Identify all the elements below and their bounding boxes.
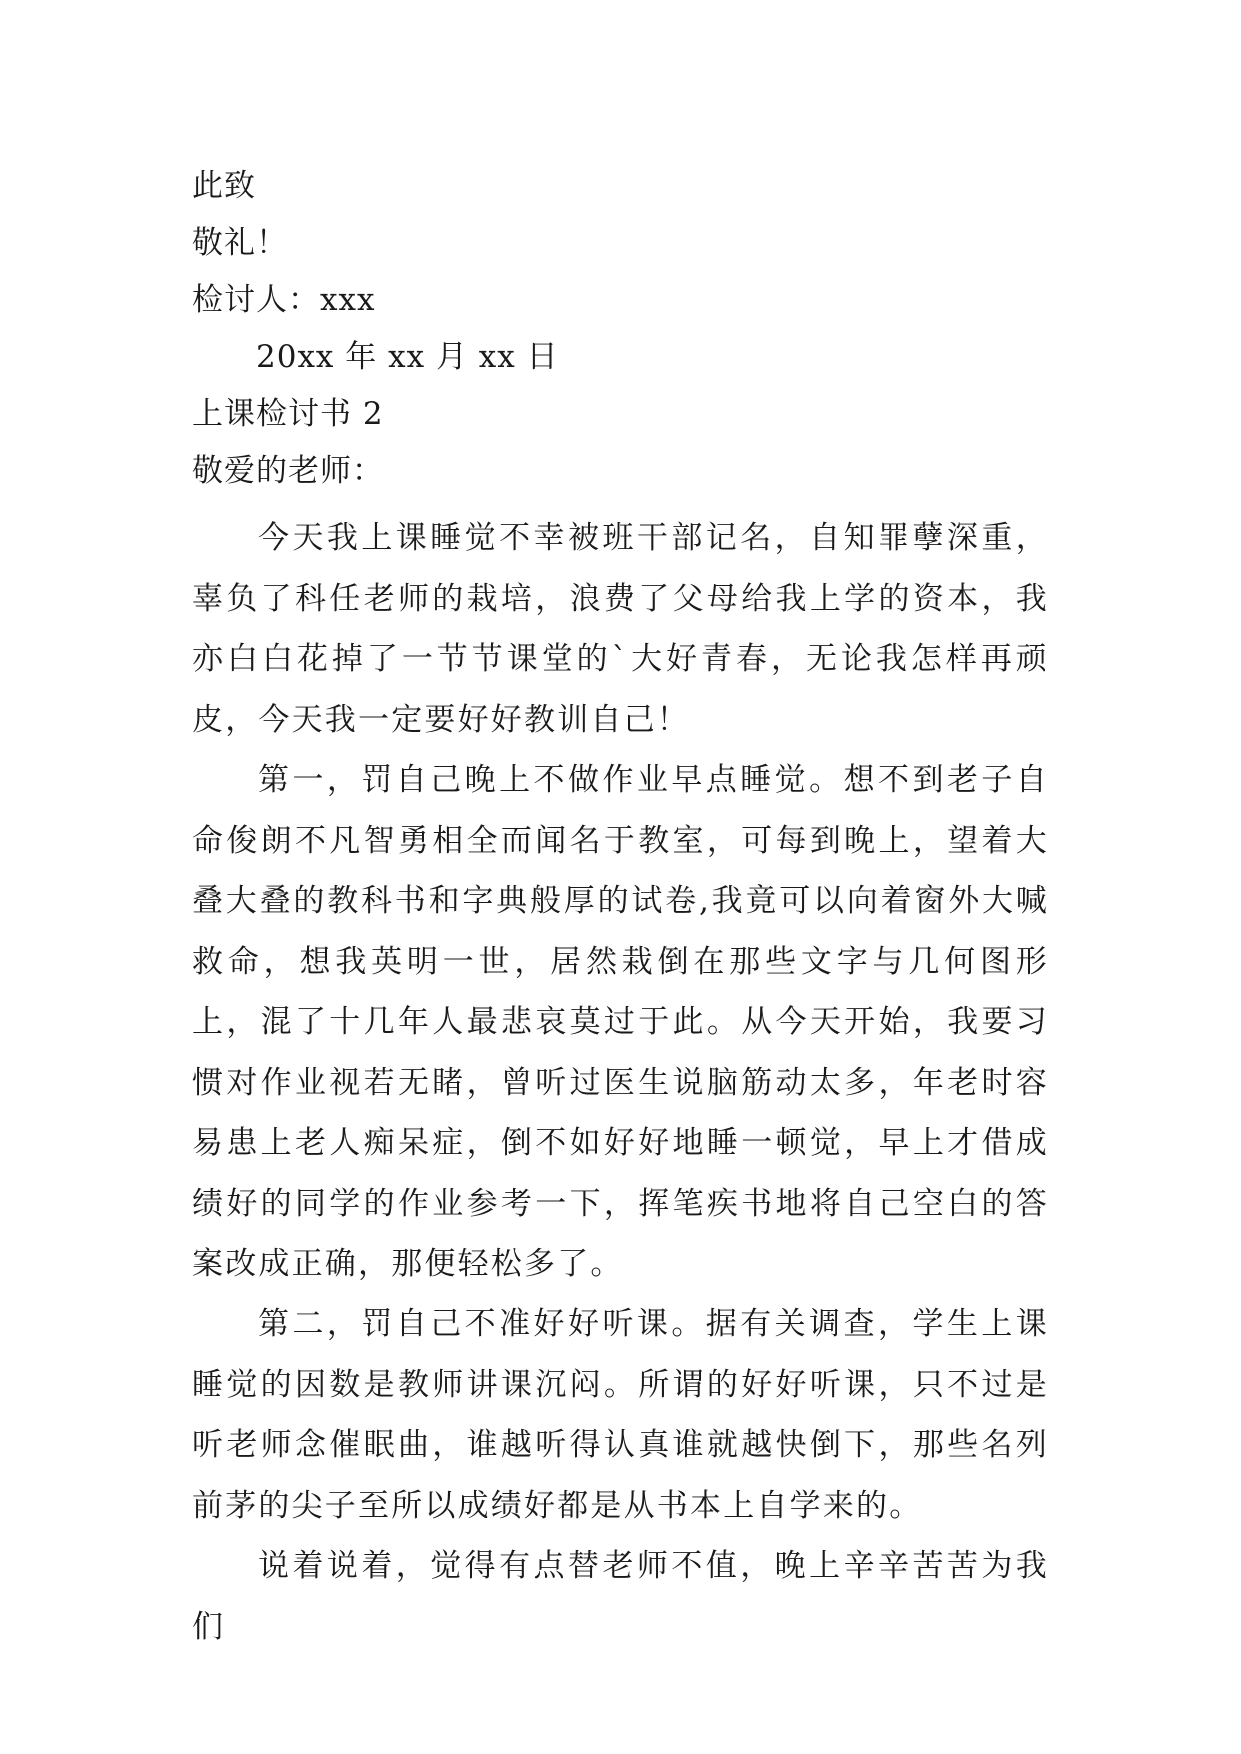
date-line: 20xx 年 xx 月 xx 日 — [256, 339, 559, 375]
paragraph-2: 第一，罚自己晚上不做作业早点睡觉。想不到老子自命俊朗不凡智勇相全而闻名于教室，可每到晚上，望着大叠大叠的教科书和字典般厚的试卷,我竟可以向着窗外大喊救命，想我英明一世，居然栽倒在那些文字与几何图形上，混了十几年人最悲哀莫过于此。从今天开始，我要习惯对作业视若无睹，曾听过医生说脑筋动太多，年老时容易患上老人痴呆症，倒不如好好地睡一顿觉，早上才借成绩好的同学的作业参考一下，挥笔疾书地将自己空白的答案改成正确，那便轻松多了。 — [192, 762, 1049, 1282]
salutation: 敬爱的老师： — [192, 453, 384, 489]
closing-line-2: 敬礼！ — [192, 225, 288, 261]
signer-line: 检讨人：xxx — [192, 282, 376, 318]
paragraph-1: 今天我上课睡觉不幸被班干部记名，自知罪孽深重，辜负了科任老师的栽培，浪费了父母给我上学的资本，我亦白白花掉了一节节课堂的`大好青春，无论我怎样再顽皮，今天我一定要好好教训自己！ — [192, 520, 1049, 738]
closing-line-1: 此致 — [192, 168, 256, 204]
paragraph-4: 说着说着，觉得有点替老师不值，晚上辛辛苦苦为我们 — [192, 1548, 1049, 1645]
letter-title: 上课检讨书 2 — [192, 396, 384, 432]
paragraph-3: 第二，罚自己不准好好听课。据有关调查，学生上课睡觉的因数是教师讲课沉闷。所谓的好好听课，只不过是听老师念催眠曲，谁越听得认真谁就越快倒下，那些名列前茅的尖子至所以成绩好都是从书本上自学来的。 — [192, 1306, 1049, 1524]
